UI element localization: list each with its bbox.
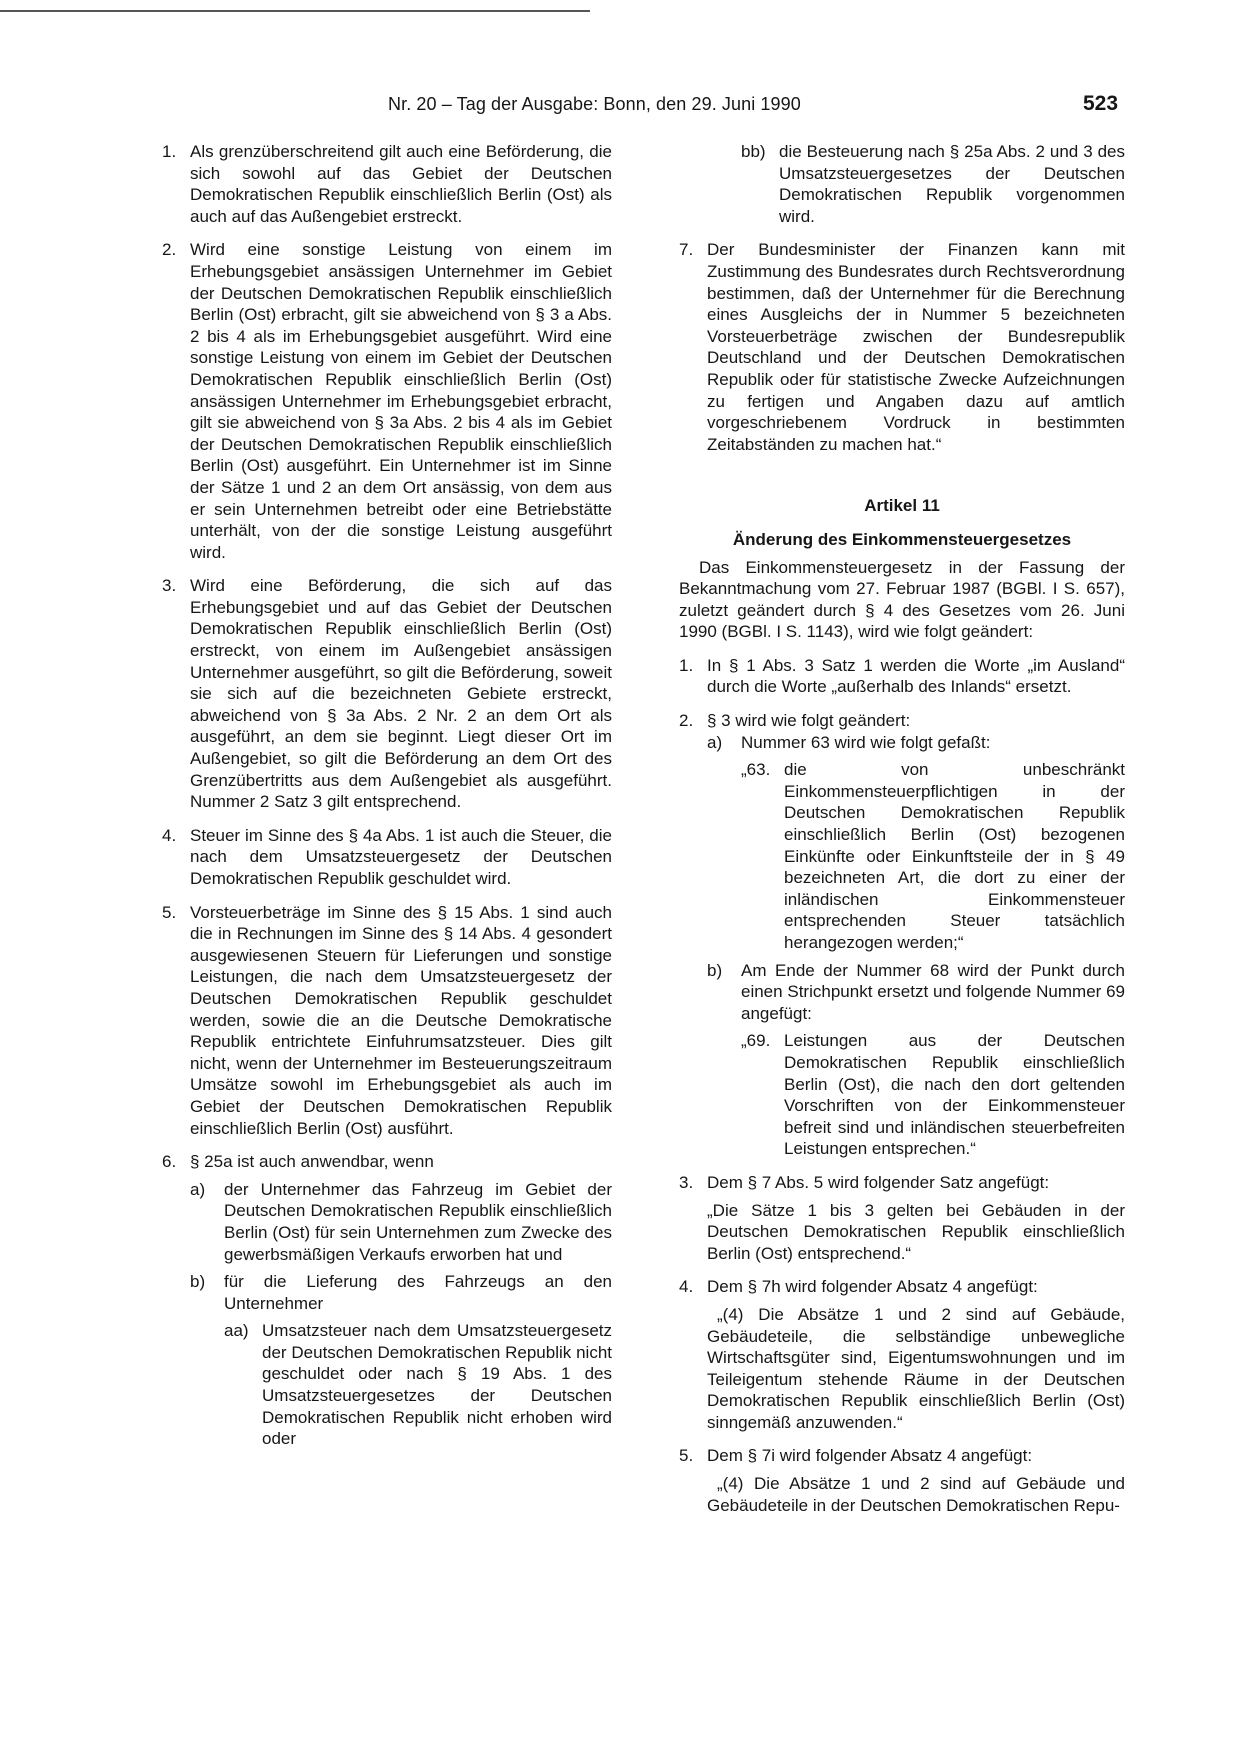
list-item — [162, 239, 612, 563]
item-text: Dem § 7i wird folgender Absatz 4 angefügt: — [707, 1446, 1033, 1466]
sub-item — [707, 732, 1125, 954]
item-number: 2. — [162, 240, 177, 260]
item-text: Der Bundesminister der Finanzen kann mit Zustimmung des Bundesrates durch Rechtsverordnung bestimmen, daß der Unternehmer für die Berechnung eines Ausgleichs der in Nummer 5 bezeichneten Vorsteuerbeträge zwischen der Bundesrepublik Deutschland und der Deutschen Demokratischen Republik oder für statistische Zwecke Aufzeichnungen zu fertigen und Angaben dazu auf amtlich vorgeschriebenem Vordruck in bestimmten Zeitabständen zu machen hat.“ — [707, 240, 1125, 454]
sub-item-letter: a) — [707, 732, 723, 752]
sub-item-text: Am Ende der Nummer 68 wird der Punkt durch einen Strichpunkt ersetzt und folgende Nummer 69 angefügt: — [741, 960, 1125, 1023]
list-item — [162, 902, 612, 1140]
sub-item — [190, 1179, 612, 1265]
article-title: Änderung des Einkommensteuergesetzes — [732, 529, 1072, 549]
list-item — [162, 1151, 612, 1450]
item-number: 3. — [679, 1172, 694, 1192]
item-number: 4. — [162, 825, 177, 845]
quoted-text: „Die Sätze 1 bis 3 gelten bei Gebäuden in der Deutschen Demokratischen Republik einschließlich Berlin (Ost) entsprechend.“ — [707, 1200, 1125, 1263]
page-number: 523 — [1083, 92, 1119, 115]
left-column — [162, 141, 612, 1450]
sub-item-text: Nummer 63 wird wie folgt gefaßt: — [741, 732, 991, 752]
sub-sub-item-letter: aa) — [224, 1321, 249, 1341]
item-text: Als grenzüberschreitend gilt auch eine Beförderung, die sich sowohl auf das Gebiet der Deutschen Demokratischen Republik einschließlich Berlin (Ost) als auch auf das Außengebiet erstreckt. — [190, 142, 612, 226]
item-text: Wird eine sonstige Leistung von einem im Erhebungsgebiet ansässigen Unternehmer im Gebiet der Deutschen Demokratischen Republik einschließlich Berlin (Ost) erbracht, gilt sie abweichend von § 3 a Abs. 2 bis 4 als im Erhebungsgebiet ausgeführt. Wird eine sonstige Leistung von einem im Gebiet der Deutschen Demokratischen Republik einschließlich Berlin (Ost) ansässigen Unternehmer im Erhebungsgebiet erbracht, gilt sie abweichend von § 3a Abs. 2 bis 4 als im Gebiet der Deutschen Demokratischen Republik einschließlich Berlin (Ost) ausgeführt. Ein Unternehmer ist im Sinne der Sätze 1 und 2 an dem Ort ansässig, von dem aus er sein Unternehmen betreibt oder eine Betriebstätte unterhält, von der die sonstige Leistung ausgeführt wird. — [190, 240, 612, 562]
article-heading: Artikel 11 — [864, 496, 940, 516]
list-item — [162, 575, 612, 813]
sub-item-text: der Unternehmer das Fahrzeug im Gebiet der Deutschen Demokratischen Republik einschließlich Berlin (Ost) für sein Unternehmen zum Zwecke des gewerbsmäßigen Verkaufs erworben hat und — [224, 1179, 612, 1264]
list-item — [162, 825, 612, 890]
item-number: 4. — [679, 1277, 694, 1297]
list-item — [679, 710, 1125, 1160]
sub-sub-item-letter: bb) — [741, 142, 766, 161]
sub-item-text: für die Lieferung des Fahrzeugs an den Unternehmer — [224, 1272, 612, 1313]
quoted-text: „(4) Die Absätze 1 und 2 sind auf Gebäude und Gebäudeteile in der Deutschen Demokratischen Repu- — [707, 1474, 1125, 1515]
item-number: 1. — [162, 142, 177, 161]
quoted-text: Leistungen aus der Deutschen Demokratischen Republik einschließlich Berlin (Ost), die nach den dort geltenden Vorschriften von der Einkommensteuer befreit sind und inländischen steuerbefreiten Leistungen entsprechen.“ — [784, 1031, 1125, 1159]
sub-item — [707, 960, 1125, 1160]
item-number: 1. — [679, 655, 694, 675]
sub-item-letter: a) — [190, 1179, 206, 1199]
quoted-text: die von unbeschränkt Einkommensteuerpflichtigen in der Deutschen Demokratischen Republik einschließlich Berlin (Ost) bezogenen Einkünfte oder Einkunftsteile der in § 49 bezeichneten Art, die dort zu einer der inländischen Einkommensteuer entsprechenden Steuer tatsächlich herangezogen werden;“ — [784, 760, 1125, 952]
quoted-provision — [741, 759, 1125, 953]
item-text: § 3 wird wie folgt geändert: — [707, 711, 911, 731]
list-item — [679, 1445, 1125, 1516]
list-item — [679, 239, 1125, 455]
article-intro: Das Einkommensteuergesetz in der Fassung der Bekanntmachung vom 27. Februar 1987 (BGBl. I S. 657), zuletzt geändert durch § 4 des Gesetzes vom 26. Juni 1990 (BGBl. I S. 1143), wird wie folgt geändert: — [679, 557, 1125, 642]
top-rule — [0, 10, 590, 12]
sub-sub-item — [741, 141, 1125, 227]
item-text: Vorsteuerbeträge im Sinne des § 15 Abs. 1 sind auch die in Rechnungen im Sinne des § 14 Abs. 4 gesondert ausgewiesenen Steuern für Lieferungen und sonstige Leistungen, die nach dem Umsatzsteuergesetz der Deutschen Demokratischen Republik geschuldet werden, sowie die an die Deutsche Demokratische Republik entrichtete Einfuhrumsatzsteuer. Dies gilt nicht, wenn der Unternehmer im Besteuerungszeitraum Umsätze sowohl im Erhebungsgebiet als auch im Gebiet der Deutschen Demokratischen Republik einschließlich Berlin (Ost) ausführt. — [190, 902, 612, 1138]
sub-sub-item — [224, 1320, 612, 1450]
list-item — [162, 141, 612, 227]
item-text: Steuer im Sinne des § 4a Abs. 1 ist auch die Steuer, die nach dem Umsatzsteuergesetz der Deutschen Demokratischen Republik geschuldet wird. — [190, 825, 612, 888]
quoted-provision — [741, 1030, 1125, 1160]
sub-sub-item-text: Umsatzsteuer nach dem Umsatzsteuergesetz der Deutschen Demokratischen Republik nicht geschuldet oder nach § 19 Abs. 1 des Umsatzsteuergesetzes der Deutschen Demokratischen Republik nicht erhoben wird oder — [262, 1321, 612, 1449]
continued-sub-item — [679, 141, 1125, 227]
item-text: Wird eine Beförderung, die sich auf das Erhebungsgebiet und auf das Gebiet der Deutschen Demokratischen Republik einschließlich Berlin (Ost) erstreckt, von einem im Außengebiet ansässigen Unternehmer ausgeführt, so gilt die Beförderung, soweit sie sich auf die bezeichneten Gebiete erstreckt, abweichend von § 3a Abs. 2 Nr. 2 an dem Ort als ausgeführt, an dem sie beginnt. Liegt dieser Ort im Außengebiet, so gilt die Beförderung an dem Ort des Grenzübertritts aus dem Außengebiet als ausgeführt. Nummer 2 Satz 3 gilt entsprechend. — [190, 576, 612, 812]
list-item — [679, 655, 1125, 698]
item-number: 6. — [162, 1152, 177, 1172]
quoted-number: „63. — [741, 760, 771, 780]
sub-sub-item-text: die Besteuerung nach § 25a Abs. 2 und 3 des Umsatzsteuergesetzes der Deutschen Demokratischen Republik vorgenommen wird. — [779, 142, 1125, 226]
right-column — [679, 141, 1125, 1516]
item-number: 5. — [679, 1446, 694, 1466]
item-text: Dem § 7 Abs. 5 wird folgender Satz angefügt: — [707, 1172, 1050, 1192]
item-number: 3. — [162, 576, 177, 596]
sub-item-letter: b) — [190, 1272, 206, 1292]
sub-item — [190, 1271, 612, 1450]
list-item — [679, 1276, 1125, 1433]
quoted-number: „69. — [741, 1031, 771, 1051]
quoted-text: „(4) Die Absätze 1 und 2 sind auf Gebäude, Gebäudeteile, die selbständige unbewegliche Wirtschaftsgüter sind, Eigentumswohnungen und im Teileigentum stehende Räume in der Deutschen Demokratischen Republik einschließlich Berlin (Ost) sinngemäß anzuwenden.“ — [707, 1304, 1125, 1432]
item-number: 5. — [162, 902, 177, 922]
item-number: 2. — [679, 711, 694, 731]
gazette-issue-line: Nr. 20 – Tag der Ausgabe: Bonn, den 29. Juni 1990 — [388, 94, 801, 114]
sub-item-letter: b) — [707, 960, 723, 980]
item-number: 7. — [679, 240, 694, 260]
page-header — [0, 94, 1237, 120]
list-item — [679, 1172, 1125, 1264]
item-text: In § 1 Abs. 3 Satz 1 werden die Worte „im Ausland“ durch die Worte „außerhalb des Inlands“ ersetzt. — [707, 655, 1125, 697]
item-text: § 25a ist auch anwendbar, wenn — [190, 1152, 434, 1172]
item-text: Dem § 7h wird folgender Absatz 4 angefügt: — [707, 1277, 1038, 1297]
